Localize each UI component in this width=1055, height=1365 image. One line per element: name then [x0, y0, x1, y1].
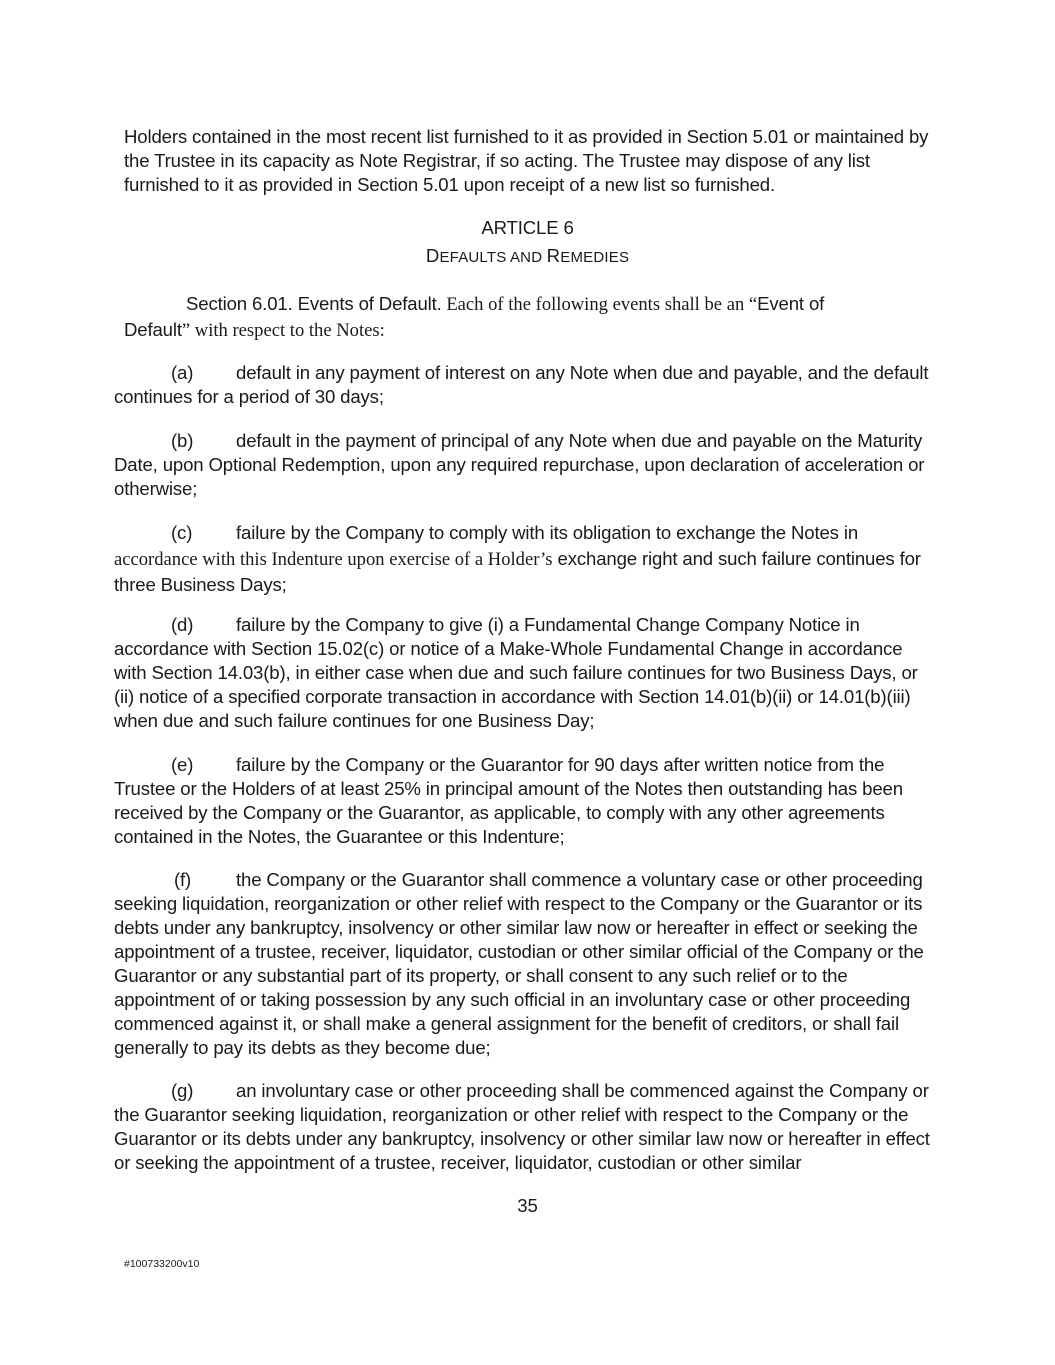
clause-c: [114, 521, 934, 599]
article-subtitle: [0, 246, 1055, 268]
clause-label: (d): [171, 614, 194, 635]
clause-b: [114, 429, 934, 501]
section-trailing-text: ” with respect to the Notes:: [181, 320, 385, 341]
article-subtitle-cap-1: D: [425, 245, 440, 266]
clause-text: default in the payment of principal of any Note when due and payable on the Maturity Date, upon Optional Redemption, upon any required repurchase, upon declaration of acceleration or otherwise;: [114, 430, 925, 499]
article-subtitle-cap-2: R: [546, 245, 561, 266]
clause-text: default in any payment of interest on any Note when due and payable, and the default continues for a period of 30 days;: [114, 362, 929, 407]
defined-term-part-2: Default: [124, 319, 182, 340]
clause-text-part-3: exchange right and such failure continues for three Business Days;: [114, 548, 921, 595]
clause-f: [114, 868, 934, 1060]
clause-text-part-1: failure by the Company to comply with its obligation to exchange the Notes in: [236, 522, 859, 543]
clause-label: (e): [171, 754, 194, 775]
clause-label: (b): [171, 430, 194, 451]
clause-text-part-2: accordance with this Indenture upon exercise of a Holder’s: [114, 549, 553, 570]
clause-text: the Company or the Guarantor shall commence a voluntary case or other proceeding seeking liquidation, reorganization or other relief with respect to the Company or the Guarantor or its debts under any bankruptcy, insolvency or other similar law now or hereafter in effect or seeking the appointment of a trustee, receiver, liquidator, custodian or other similar official of the Company or the Guarantor or any substantial part of its property, or shall consent to any such relief or to the appointment of or taking possession by any such official in an involuntary case or other proceeding commenced against it, or shall make a general assignment for the benefit of creditors, or shall fail generally to pay its debts as they become due;: [114, 869, 924, 1058]
clause-e: [114, 753, 934, 849]
article-subtitle-rest-1: EFAULTS AND: [439, 249, 547, 266]
clause-text: failure by the Company or the Guarantor for 90 days after written notice from the Trustee or the Holders of at least 25% in principal amount of the Notes then outstanding has been received by the Company or the Guarantor, as applicable, to comply with any other agreements contained in the Notes, the Guarantee or this Indenture;: [114, 754, 903, 847]
article-title: ARTICLE 6: [481, 217, 574, 238]
clause-a: [114, 361, 934, 409]
clause-label: (a): [171, 362, 194, 383]
clause-text: failure by the Company to give (i) a Fundamental Change Company Notice in accordance with Section 15.02(c) or notice of a Make-Whole Fundamental Change in accordance with Section 14.03(b), in either case when due and such failure continues for two Business Days, or (ii) notice of a specified corporate transaction in accordance with Section 14.01(b)(ii) or 14.01(b)(iii) when due and such failure continues for one Business Day;: [114, 614, 918, 731]
clause-text: an involuntary case or other proceeding shall be commenced against the Company or the Guarantor seeking liquidation, reorganization or other relief with respect to the Company or the Guarantor or its debts under any bankruptcy, insolvency or other similar law now or hereafter in effect or seeking the appointment of a trustee, receiver, liquidator, custodian or other similar: [114, 1080, 930, 1173]
defined-term-part-1: Event of: [757, 293, 825, 314]
intro-paragraph: Holders contained in the most recent list furnished to it as provided in Section 5.01 or maintained by the Trustee in its capacity as Note Registrar, if so acting. The Trustee may dispose of any list furnished to it as provided in Section 5.01 upon receipt of a new list so furnished.: [124, 126, 929, 195]
clause-label: (f): [174, 869, 192, 890]
page-number: 35: [517, 1195, 538, 1216]
clause-label: (c): [171, 522, 193, 543]
document-id: #100733200v10: [124, 1258, 200, 1270]
clause-label: (g): [171, 1080, 194, 1101]
clause-d: [114, 613, 934, 733]
clause-g: [114, 1079, 934, 1175]
article-subtitle-rest-2: EMEDIES: [560, 249, 630, 266]
section-heading: Section 6.01. Events of Default.: [186, 293, 442, 314]
section-lead-text: Each of the following events shall be an “: [441, 294, 758, 315]
section-lead: [124, 292, 914, 344]
